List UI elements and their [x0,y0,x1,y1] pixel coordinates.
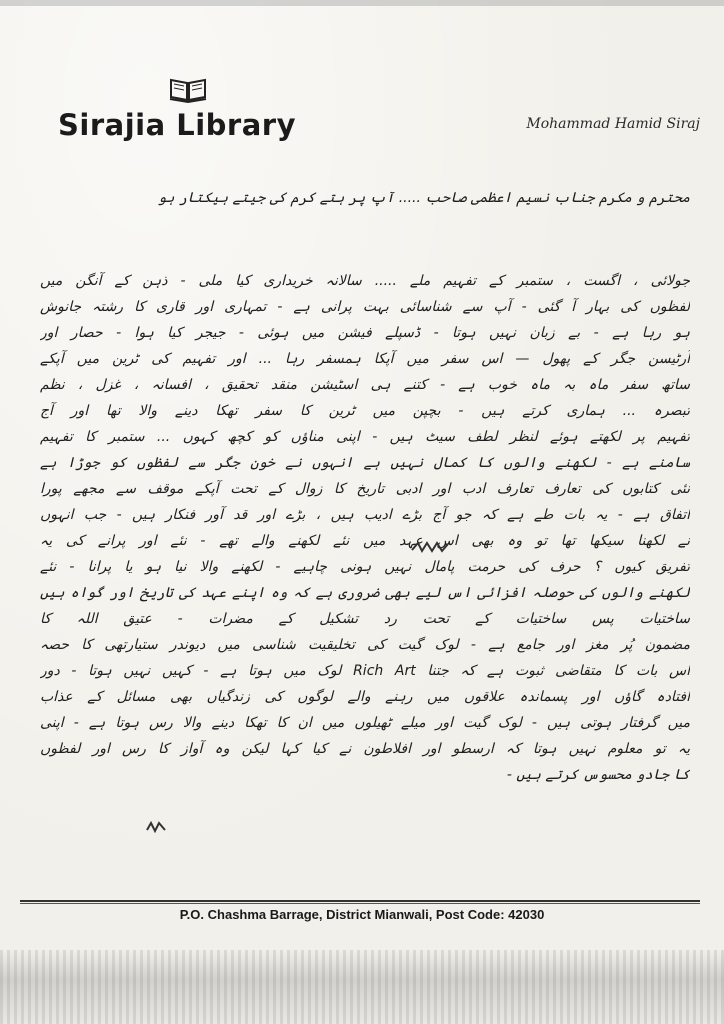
body-line: جولائی ، اگست ، ستمبر کے تفہیم ملے ..... سالانہ خریداری کیا ملی - ذہن کے آنگن میں [40,273,690,289]
body-line: ہو رہا ہے - بے زبان نہیں ہوتا - ڈسپلے فیشن میں ہوئی - جیجر کیا ہوا - حصار اور [40,325,690,341]
letter-body [40,190,690,890]
footer-address: P.O. Chashma Barrage, District Mianwali, Post Code: 42030 [179,907,545,922]
owner-name: Mohammad Hamid Siraj [526,116,700,132]
body-line: لکھنے والوں کی حوصلہ افزائی اس لیے بھی ضروری ہے کہ وہ اپنے عہد کی تاریخ اور گواہ ہیں [40,585,690,601]
scan-smudge [0,950,724,1024]
body-line: افتادہ گاؤں اور پسماندہ علاقوں میں رہنے والے لوگوں کی زندگیاں بھی مسائل کے عذاب [40,689,690,705]
body-line: سامنے ہے - لکھنے والوں کا کمال نہیں ہے انہوں نے خون جگر سے لفظوں کو جوڑا ہے [40,455,690,471]
salutation: محترم و مکرم جناب نسیم اعظمی صاحب ..... آپ پر ہتے کرم کی جیتے ہیکتار ہو [158,190,690,206]
body-line: نے لکھنا سیکھا تھا تو وہ بھی اس عہد میں نئے لکھنے والے تھے - نئے اور پرانے کی یہ [40,533,690,549]
body-line: آرٹیسن جگر کے پھول — اس سفر میں آپکا ہمسفر رہا ... اور تفہیم کی ٹرین میں آپکے [40,351,690,367]
body-line: یہ تو معلوم نہیں ہوتا کہ ارسطو اور افلاطون نے کیا کہا لیکن وہ آواز کا رس اور لفظوں [40,741,690,757]
body-line: اس بات کا متقاضی ثبوت ہے کہ جتنا Rich Art لوک میں ہوتا ہے - کہیں نہیں ہوتا - دور [40,663,690,679]
ink-scribble [410,540,450,554]
footer-divider [20,903,700,904]
body-line: میں گرفتار ہوتی ہیں - لوک گیت اور میلے ٹھیلوں میں ان کا تھکا دینے والا رس ہوتا ہے - اپنی [40,715,690,731]
body-line: اتفاق ہے - یہ بات طے ہے کہ جو آج بڑے ادیب ہیں ، بڑے اور قد آور فنکار ہیں - جب انہوں [40,507,690,523]
body-line: لفظوں کی بہار آ گئی - آپ سے شناسائی بہت پرانی ہے - تمہاری اور قاری کا رشتہ جانوش [40,299,690,315]
body-line: تفہیم پر لکھتے ہوئے لنظر لطف سیٹ ہیں - اپنی مناؤں کو کچھ کہوں ... ستمبر کا تفہیم [40,429,690,445]
body-line: نئی کتابوں کی تعارف تعارف ادب اور ادبی تاریخ کا زوال کے تحت آپکے موقف سے مجھے پورا [40,481,690,497]
body-text [40,268,690,788]
open-book-icon [168,74,208,104]
body-line: ساتھ سفر ماہ بہ ماہ خوب ہے - کتنے ہی اسٹیشن منقد تحقیق ، افسانہ ، غزل ، نظم [40,377,690,393]
library-name: Sirajia Library [58,108,296,142]
letterhead [0,0,724,160]
footer-divider [20,900,700,902]
body-line: ساختیات پس ساختیات کے تحت رد تشکیل کے مضرات - عتیق اللہ کا [40,611,690,627]
body-line: تفریق کیوں ؟ حرف کی حرمت پامال نہیں ہونی چاہیے - لکھنے والا نیا ہو یا پرانا - نئے [40,559,690,575]
body-line: مضمون پُر مغز اور جامع ہے - لوک گیت کی تخلیقیت شناسی میں دیوندر ستیارتھی کا حصہ [40,637,690,653]
body-line: تبصرہ ... ہماری کرتے ہیں - بچپن میں ٹرین کا سفر تھکا دینے والا تھا اور آج [40,403,690,419]
ink-scribble [145,820,167,834]
body-line: کا جادو محسوس کرتے ہیں - [506,767,690,783]
